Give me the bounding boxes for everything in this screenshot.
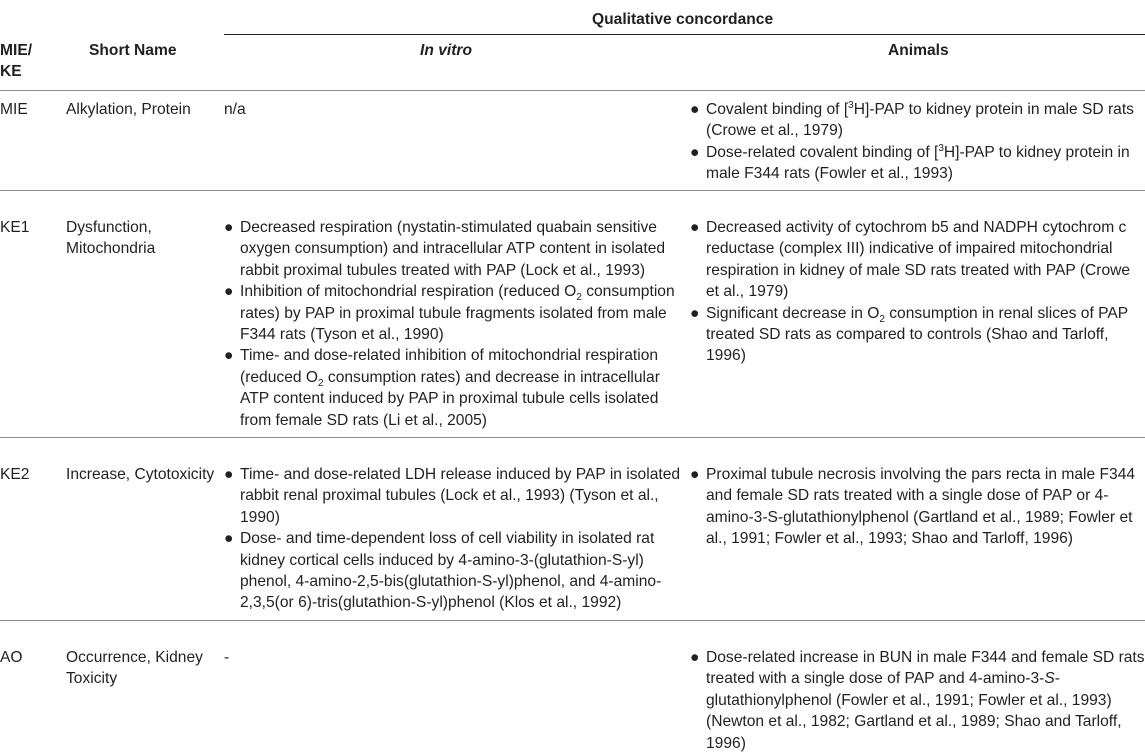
row-id: KE2 <box>0 466 30 483</box>
list-item: ● Decreased respiration (nystatin-stimulated quabain sensitive oxygen consumption) and intracellular ATP content in isolated rabbit proximal tubules treated with PAP (Lock et al., 1993) <box>224 219 666 279</box>
animals-cell <box>690 647 1145 754</box>
list-item: ● Dose-related covalent binding of [$^3$H]-PAP to kidney protein in male F344 rats (Fowler et al., 1993) <box>690 142 1130 183</box>
invitro-cell <box>224 464 682 614</box>
row-short-name: Occurrence, Kidney Toxicity <box>66 649 203 688</box>
row-id: KE1 <box>0 219 30 236</box>
list-item: ● Proximal tubule necrosis involving the pars recta in male F344 and female SD rats treated with a single dose of PAP or 4-amino-3-S-glutathionylphenol (Gartland et al., 1989; Fowler et al., 1991; Fowler et al., 1993; Shao and Tarloff, 1996) <box>690 466 1136 548</box>
list-item: ● Dose- and time-dependent loss of cell viability in isolated rat kidney cortical cells induced by 4-amino-3-(glutathion-S-yl) phenol, 4-amino-2,5-bis(glutathion-S-yl)phenol, and 4-amino-2,3,5(or 6)-tris(glutathion-S-yl)phenol (Klos et al., 1992) <box>224 530 662 612</box>
header-col-invitro: In vitro <box>420 42 472 59</box>
list-item: ● Time- and dose-related LDH release induced by PAP in isolated rabbit renal proximal tubules (Lock et al., 1993) (Tyson et al., 1990) <box>224 466 681 526</box>
invitro-cell <box>224 217 682 431</box>
header-col-name: Short Name <box>89 42 177 59</box>
animals-cell <box>690 217 1145 367</box>
header-col-id: MIE/ KE <box>0 42 33 81</box>
row-divider <box>0 437 1145 438</box>
row-divider <box>0 620 1145 621</box>
header-bottom-rule <box>0 90 1145 91</box>
list-item: ● Time- and dose-related inhibition of mitochondrial respiration (reduced $O_2$ consumption rates) and decrease in intracellular ATP content induced by PAP in proximal tubule cells isolated from female SD rats (Li et al., 2005) <box>224 347 660 429</box>
animals-cell <box>690 464 1145 550</box>
list-item: ● Inhibition of mitochondrial respiration (reduced $O_2$ consumption rates) by PAP in proximal tubule fragments isolated from male F344 rats (Tyson et al., 1990) <box>224 283 675 344</box>
animals-cell <box>690 99 1145 185</box>
header-group-rule <box>224 34 1145 35</box>
header-group-title: Qualitative concordance <box>592 11 774 28</box>
invitro-cell: - <box>224 649 230 666</box>
row-divider <box>0 190 1145 191</box>
row-short-name: Alkylation, Protein <box>66 101 191 118</box>
row-id: AO <box>0 649 23 666</box>
row-short-name: Dysfunction, Mitochondria <box>66 219 156 258</box>
row-id: MIE <box>0 101 28 118</box>
header-col-animals: Animals <box>888 42 949 59</box>
row-short-name: Increase, Cytotoxicity <box>66 466 215 483</box>
list-item: ● Covalent binding of [$^3$H]-PAP to kidney protein in male SD rats (Crowe et al., 1979) <box>690 99 1134 140</box>
list-item: ● Dose-related increase in BUN in male F344 and female SD rats treated with a single dose of PAP and 4-amino-3-S-glutathionylphenol (Fowler et al., 1991; Fowler et al., 1993) (Newton et al., 1982; Gartland et al., 1989; Shao and Tarloff, 1996) <box>690 649 1145 752</box>
invitro-cell: n/a <box>224 101 246 118</box>
list-item: ● Significant decrease in $O_2$ consumption in renal slices of PAP treated SD rats as compared to controls (Shao and Tarloff, 1996) <box>690 304 1128 365</box>
list-item: ● Decreased activity of cytochrom b5 and NADPH cytochrom c reductase (complex III) indicative of impaired mitochondrial respiration in kidney of male SD rats treated with PAP (Crowe et al., 1979) <box>690 219 1131 301</box>
